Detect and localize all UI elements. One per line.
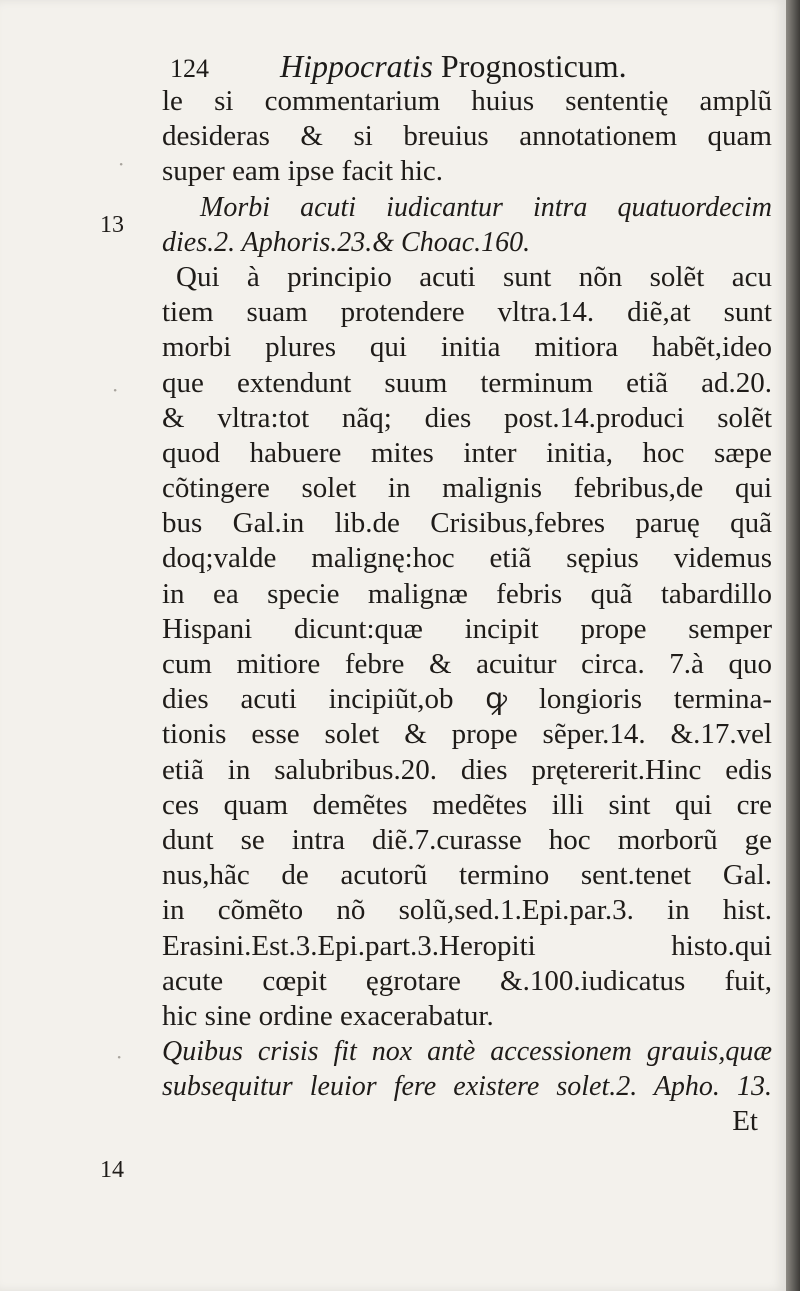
aphorism-heading: Quibus crisis fit nox antè accessionem grauis,quæ bbox=[162, 1036, 772, 1068]
ink-smudge: · bbox=[116, 1045, 123, 1069]
text-line: tiem suam protendere vltra.14. diẽ,at sunt bbox=[162, 296, 772, 329]
text-line: in ea specie malignæ febris quã tabardillo bbox=[162, 577, 772, 610]
running-title-roman: Prognosticum. bbox=[440, 48, 627, 84]
running-title-italic: Hippocratis bbox=[280, 48, 433, 84]
ink-smudge: · bbox=[112, 378, 119, 402]
text-line: dies acuti incipiũt,ob ꝙ longioris termina- bbox=[162, 683, 772, 716]
text-line: tionis esse solet & prope sẽper.14. &.17.vel bbox=[162, 718, 772, 751]
text-line: super eam ipse facit hic. bbox=[162, 155, 444, 188]
text-line: quod habuere mites inter initia, hoc sæpe bbox=[162, 436, 772, 469]
text-line: cõtingere solet in malignis febribus,de qui bbox=[162, 472, 772, 505]
text-line: in cõmẽto nõ solũ,sed.1.Epi.par.3. in hist. bbox=[162, 894, 772, 927]
text-line: Hispani dicunt:quæ incipit prope semper bbox=[162, 612, 772, 645]
aphorism-heading: Morbi acuti iudicantur intra quatuordecim bbox=[200, 191, 772, 223]
aphorism-reference: subsequitur leuior fere existere solet.2. Apho. 13. bbox=[162, 1071, 772, 1103]
margin-number-14: 14 bbox=[100, 1157, 124, 1183]
text-line: hic sine ordine exacerabatur. bbox=[162, 999, 494, 1032]
text-line: doq;valde malignę:hoc etiã sępius videmus bbox=[162, 542, 772, 575]
text-line: acute cœpit ęgrotare &.100.iudicatus fuit, bbox=[162, 964, 772, 997]
folio-number: 124 bbox=[170, 54, 209, 83]
catchword: Et bbox=[732, 1105, 758, 1138]
text-line: Erasini.Est.3.Epi.part.3.Heropiti histo.qui bbox=[162, 929, 772, 962]
ink-smudge: · bbox=[118, 152, 125, 176]
main-text bbox=[162, 84, 772, 1140]
text-line: ces quam demẽtes medẽtes illi sint qui cre bbox=[162, 788, 772, 821]
text-line: & vltra:tot nãq; dies post.14.produci solẽt bbox=[162, 401, 772, 434]
text-line: dunt se intra diẽ.7.curasse hoc morborũ ge bbox=[162, 823, 772, 856]
text-line: le si commentarium huius sententię amplũ bbox=[162, 85, 772, 117]
aphorism-reference: dies.2. Aphoris.23.& Choac.160. bbox=[162, 226, 531, 258]
text-line: desideras & si breuius annotationem quam bbox=[162, 120, 772, 153]
book-gutter bbox=[786, 0, 800, 1291]
text-line: etiã in salubribus.20. dies prętererit.Hinc edis bbox=[162, 753, 772, 786]
text-line: morbi plures qui initia mitiora habẽt,ideo bbox=[162, 331, 772, 364]
running-title bbox=[280, 48, 627, 85]
text-line: Qui à principio acuti sunt nõn solẽt acu bbox=[176, 260, 772, 293]
text-line: cum mitiore febre & acuitur circa. 7.à quo bbox=[162, 648, 772, 680]
margin-number-13: 13 bbox=[100, 212, 124, 238]
text-line: bus Gal.in lib.de Crisibus,febres paruę quã bbox=[162, 507, 772, 540]
text-line: que extendunt suum terminum etiã ad.20. bbox=[162, 366, 772, 399]
text-line: nus,hãc de acutorũ termino sent.tenet Gal. bbox=[162, 859, 772, 892]
